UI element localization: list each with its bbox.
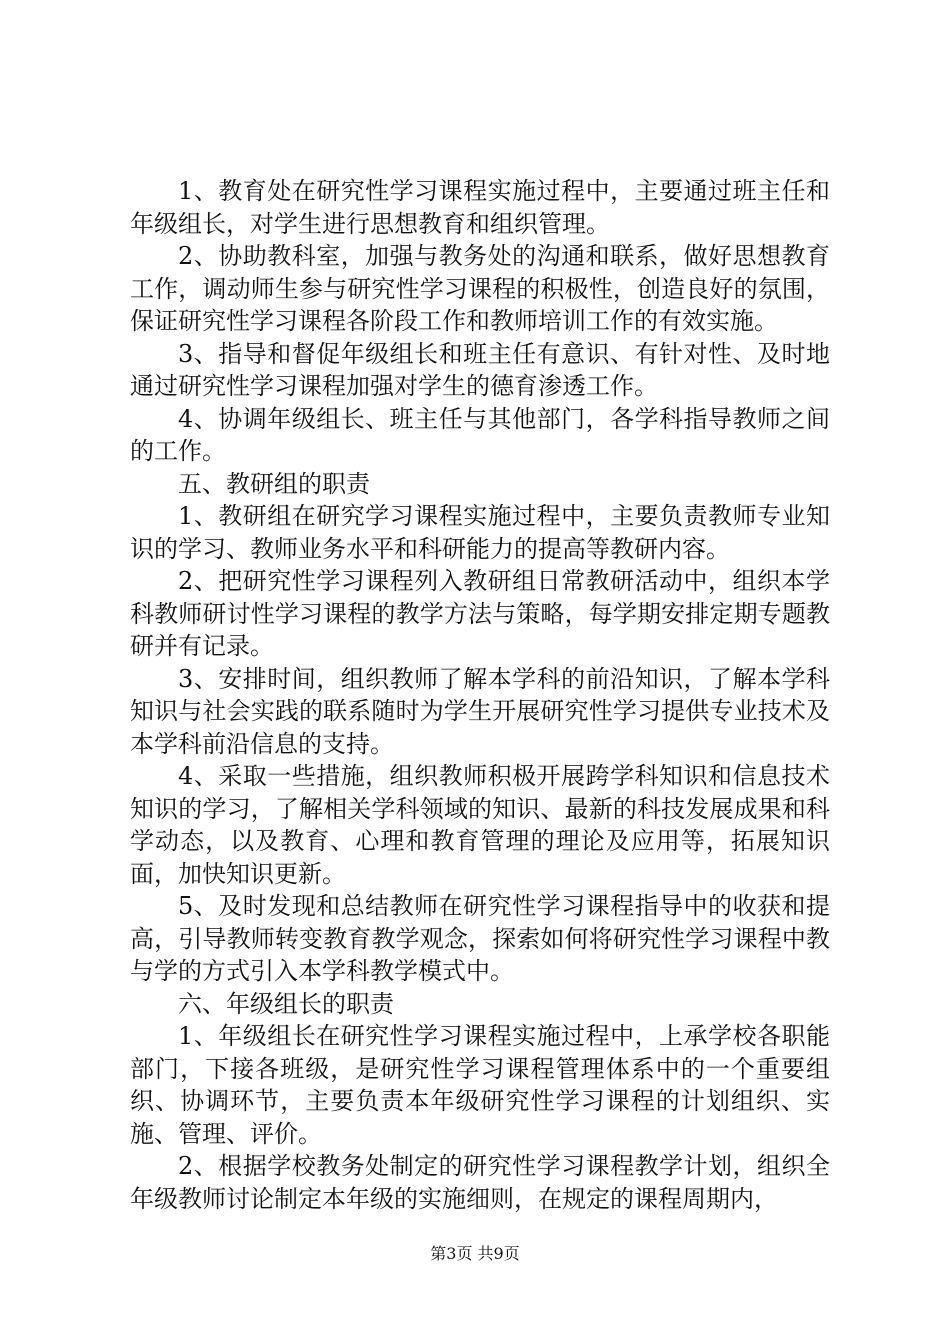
paragraph-7: 2、把研究性学习课程列入教研组日常教研活动中，组织本学科教师研讨性学习课程的教学方法与策略，每学期安排定期专题教研并有记录。 [130, 567, 830, 660]
section-heading-6: 六、年级组长的职责 [178, 989, 394, 1018]
paragraph-4: 4、协调年级组长、班主任与其他部门，各学科指导教师之间的工作。 [130, 404, 830, 465]
paragraph-1: 1、教育处在研究性学习课程实施过程中，主要通过班主任和年级组长，对学生进行思想教育和组织管理。 [130, 177, 830, 238]
paragraph-9: 4、采取一些措施，组织教师积极开展跨学科知识和信息技术知识的学习，了解相关学科领域的知识、最新的科技发展成果和科学动态，以及教育、心理和教育管理的理论及应用等，拓展知识面，加快知识更新。 [130, 762, 830, 888]
paragraph-2: 2、协助教科室，加强与教务处的沟通和联系，做好思想教育工作，调动师生参与研究性学习课程的积极性，创造良好的氛围，保证研究性学习课程各阶段工作和教师培训工作的有效实施。 [130, 242, 830, 335]
paragraph-12: 1、年级组长在研究性学习课程实施过程中，上承学校各职能部门，下接各班级，是研究性学习课程管理体系中的一个重要组织、协调环节，主要负责本年级研究性学习课程的计划组织、实施、管理、评价。 [130, 1022, 830, 1148]
paragraph-10: 5、及时发现和总结教师在研究性学习课程指导中的收获和提高，引导教师转变教育教学观念，探索如何将研究性学习课程中教与学的方式引入本学科教学模式中。 [130, 892, 830, 985]
paragraph-3: 3、指导和督促年级组长和班主任有意识、有针对性、及时地通过研究性学习课程加强对学生的德育渗透工作。 [130, 339, 830, 400]
paragraph-8: 3、安排时间，组织教师了解本学科的前沿知识，了解本学科知识与社会实践的联系随时为学生开展研究性学习提供专业技术及本学科前沿信息的支持。 [130, 664, 830, 758]
paragraph-6: 1、教研组在研究学习课程实施过程中，主要负责教师专业知识的学习、教师业务水平和科研能力的提高等教研内容。 [130, 502, 830, 563]
page-footer: 第3页 共9页 [430, 1244, 520, 1263]
document-body [130, 175, 830, 1215]
paragraph-13: 2、根据学校教务处制定的研究性学习课程教学计划，组织全年级教师讨论制定本年级的实施细则，在规定的课程周期内， [130, 1152, 830, 1213]
section-heading-5: 五、教研组的职责 [178, 469, 370, 498]
